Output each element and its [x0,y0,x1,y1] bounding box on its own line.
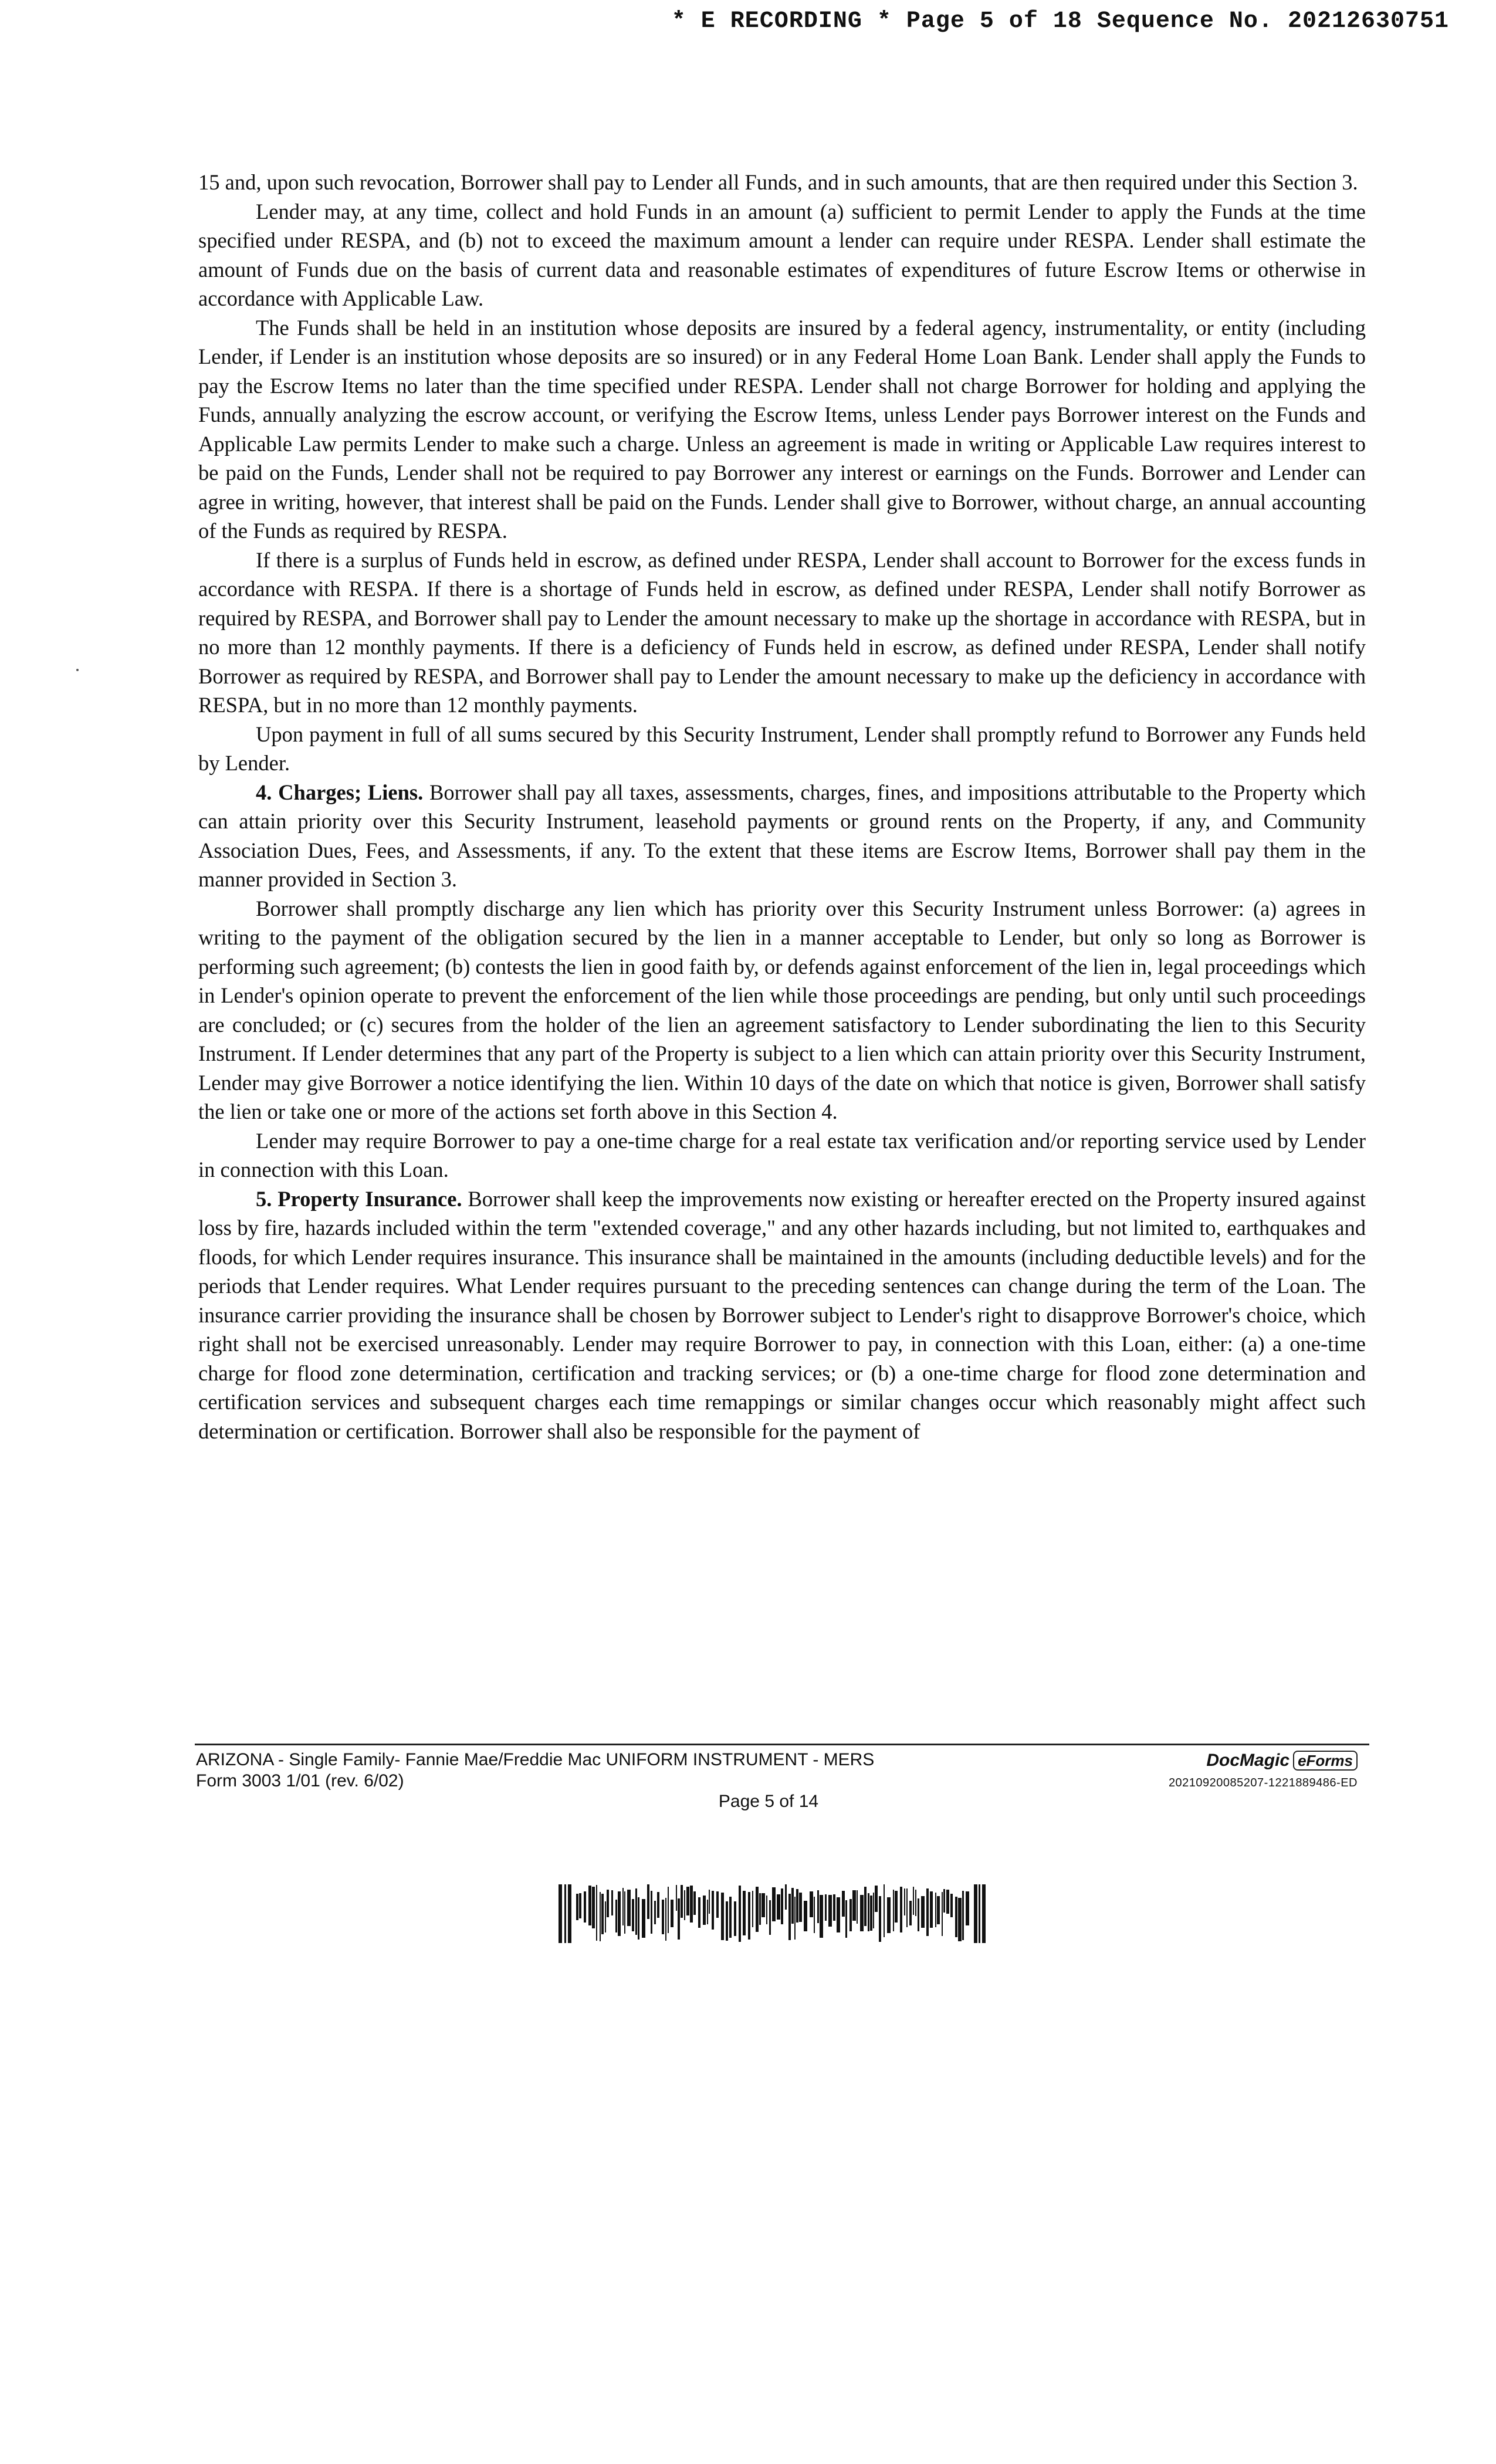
form-number: Form 3003 1/01 (rev. 6/02) [196,1771,404,1791]
paragraph: Lender may, at any time, collect and hold Funds in an amount (a) sufficient to permit Lender to apply the Funds at the time specified under RESPA, and (b) not to exceed the maximum amount a lender can require under RESPA. Lender shall estimate the amount of Funds due on the basis of current data and reasonable estimates of expenditures of future Escrow Items or otherwise in accordance with Applicable Law. [198,199,1366,310]
brand-logo [1169,1751,1358,1771]
section-4-heading: 4. Charges; Liens. [256,780,424,804]
section-5-text: Borrower shall keep the improvements now existing or hereafter erected on the Property insured against loss by fire, hazards included within the term "extended coverage," and any other hazards including, but not limited to, earthquakes and floods, for which Lender requires insurance. This insurance shall be maintained in the amounts (including deductible levels) and for the periods that Lender requires. What Lender requires pursuant to the preceding sentences can change during the term of the Loan. The insurance carrier providing the insurance shall be chosen by Borrower subject to Lender's right to disapprove Borrower's choice, which right shall not be exercised unreasonably. Lender may require Borrower to pay, in connection with this Loan, either: (a) a one-time charge for flood zone determination, certification and tracking services; or (b) a one-time charge for flood zone determination and certification services and subsequent charges each time remappings or similar changes occur which reasonably might affect such determination or certification. Borrower shall also be responsible for the payment of [198,1186,1366,1443]
paragraph: The Funds shall be held in an institution whose deposits are insured by a federal agency, instrumentality, or entity (including Lender, if Lender is an institution whose deposits are so insured) or in any Federal Home Loan Bank. Lender shall apply the Funds to pay the Escrow Items no later than the time specified under RESPA. Lender shall not charge Borrower for holding and applying the Funds, annually analyzing the escrow account, or verifying the Escrow Items, unless Lender pays Borrower interest on the Funds and Applicable Law permits Lender to make such a charge. Unless an agreement is made in writing or Applicable Law requires interest to be paid on the Funds, Lender shall not be required to pay Borrower any interest or earnings on the Funds. Borrower and Lender can agree in writing, however, that interest shall be paid on the Funds. Lender shall give to Borrower, without charge, an annual accounting of the Funds as required by RESPA. [198,315,1366,543]
paragraph: Upon payment in full of all sums secured by this Security Instrument, Lender shall promptly refund to Borrower any Funds held by Lender. [198,722,1366,775]
scan-speck [76,669,79,671]
paragraph: Borrower shall promptly discharge any lien which has priority over this Security Instrument unless Borrower: (a) agrees in writing to the payment of the obligation secured by the lien in a manner acceptable to Lender, but only so long as Borrower is performing such agreement; (b) contests the lien in good faith by, or defends against enforcement of the lien in, legal proceedings which in Lender's opinion operate to prevent the enforcement of the lien while those proceedings are pending, but only until such proceedings are concluded; or (c) secures from the holder of the lien an agreement satisfactory to Lender subordinating the lien to this Security Instrument. If Lender determines that any part of the Property is subject to a lien which can attain priority over this Security Instrument, Lender may give Borrower a notice identifying the lien. Within 10 days of the date on which that notice is given, Borrower shall satisfy the lien or take one or more of the actions set forth above in this Section 4. [198,896,1366,1123]
brand-name: DocMagic [1206,1751,1290,1770]
paragraph: Lender may require Borrower to pay a one-time charge for a real estate tax verification and/or reporting service used by Lender in connection with this Loan. [198,1128,1366,1182]
barcode-icon [559,1884,987,1943]
section-5 [198,1184,1366,1446]
document-body [198,168,1366,1446]
document-id: 20210920085207-1221889486-ED [1168,1776,1358,1789]
brand-badge: eForms [1293,1751,1358,1771]
footer-divider [195,1744,1369,1745]
section-5-heading: 5. Property Insurance. [256,1186,462,1211]
form-title: ARIZONA - Single Family- Fannie Mae/Freddie Mac UNIFORM INSTRUMENT - MERS [196,1750,875,1769]
recording-header: * E RECORDING * Page 5 of 18 Sequence No. 20212630751 [671,8,1449,35]
paragraph: 15 and, upon such revocation, Borrower shall pay to Lender all Funds, and in such amounts, that are then required under this Section 3. [198,170,1358,194]
page-number: Page 5 of 14 [718,1792,819,1811]
paragraph: If there is a surplus of Funds held in escrow, as defined under RESPA, Lender shall account to Borrower for the excess funds in accordance with RESPA. If there is a shortage of Funds held in escrow, as defined under RESPA, Lender shall notify Borrower as required by RESPA, and Borrower shall pay to Lender the amount necessary to make up the shortage in accordance with RESPA, but in no more than 12 monthly payments. If there is a deficiency of Funds held in escrow, as defined under RESPA, Lender shall notify Borrower as required by RESPA, and Borrower shall pay to Lender the amount necessary to make up the deficiency in accordance with RESPA, but in no more than 12 monthly payments. [198,547,1366,717]
section-4-text: Borrower shall pay all taxes, assessments, charges, fines, and impositions attributable to the Property which can attain priority over this Security Instrument, leasehold payments or ground rents on the Property, if any, and Community Association Dues, Fees, and Assessments, if any. To the extent that these items are Escrow Items, Borrower shall pay them in the manner provided in Section 3. [198,780,1366,891]
brand-block [1169,1751,1358,1790]
form-identifier [196,1749,874,1792]
section-4 [198,778,1366,894]
